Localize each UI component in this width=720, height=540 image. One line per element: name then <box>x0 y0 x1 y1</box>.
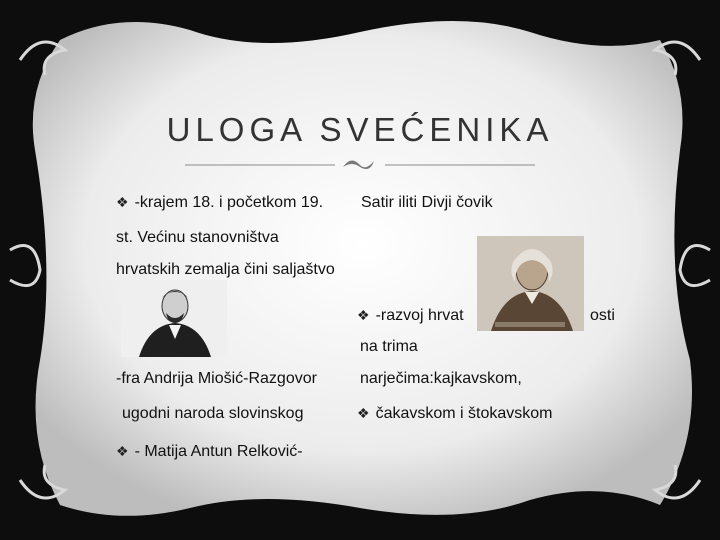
line-6a-text: -fra Andrija Miošić-Razgovor <box>116 370 317 387</box>
portrait-andrija-miosic <box>121 280 227 357</box>
divider-ornament-icon <box>343 160 374 169</box>
line-4-text: -razvoj hrvat <box>375 307 464 324</box>
title-divider <box>185 155 535 175</box>
line-3-text: hrvatskih zemalja čini saljaštvo <box>116 261 335 278</box>
line-7b-text: čakavskom i štokavskom <box>375 405 553 422</box>
line-4b-text: osti <box>590 307 615 324</box>
diamond-bullet-icon: ❖ <box>116 443 129 459</box>
diamond-bullet-icon: ❖ <box>357 405 370 421</box>
bullet-line-8 <box>116 443 303 461</box>
line-1b-text: Satir iliti Divji čovik <box>361 194 493 211</box>
line-7a-text: ugodni naroda slovinskog <box>122 405 304 422</box>
bullet-line-7b <box>357 405 553 423</box>
line-6b-text: narječima:kajkavskom, <box>360 370 522 387</box>
line-2-text: st. Većinu stanovništva <box>116 229 279 246</box>
bullet-line-1 <box>116 194 323 212</box>
slide-title: ULOGA SVEĆENIKA <box>166 111 554 148</box>
line-8-text: - Matija Antun Relković- <box>134 443 303 460</box>
line-1-text: -krajem 18. i početkom 19. <box>134 194 324 211</box>
diamond-bullet-icon: ❖ <box>357 307 370 323</box>
bullet-line-4 <box>357 307 464 325</box>
line-5-text: na trima <box>360 338 418 355</box>
portrait-matija-antun-relkovic <box>477 236 584 331</box>
diamond-bullet-icon: ❖ <box>116 194 129 210</box>
